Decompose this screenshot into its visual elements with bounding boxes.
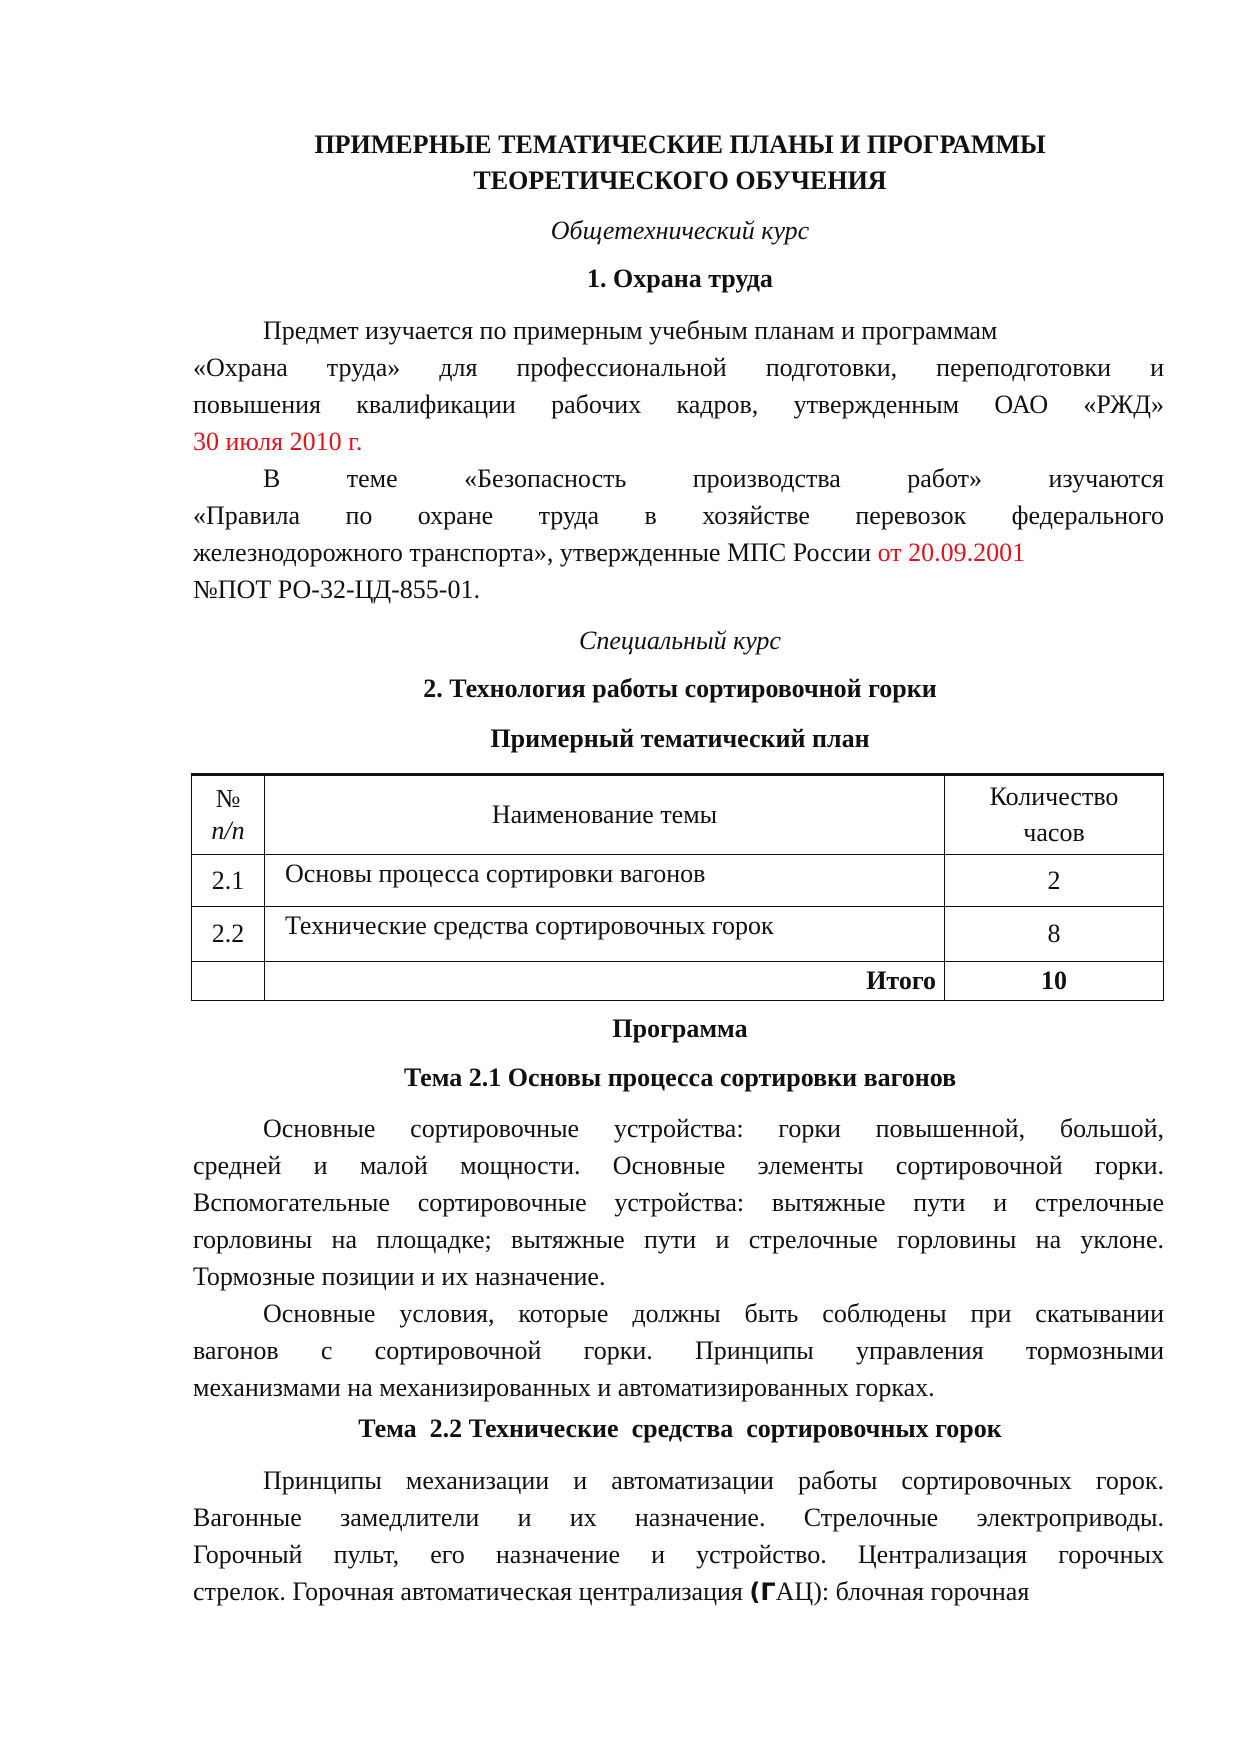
paragraph-line: Основные условия, которые должны быть соблюдены при скатывании — [263, 1299, 1164, 1328]
header-cell-topic-name: Наименование темы — [265, 775, 945, 855]
table-total-row — [192, 962, 1164, 1001]
header-cell-hours — [945, 775, 1164, 855]
row-hours: 2 — [945, 855, 1164, 907]
general-course-heading: Общетехнический курс — [550, 216, 810, 245]
paragraph-line: Вагонные замедлители и их назначение. Стрелочные электроприводы. — [193, 1503, 1164, 1532]
topic-2-2-title: Тема 2.2 Технические средства сортировочных горок — [358, 1414, 1002, 1443]
table-header-row — [192, 775, 1164, 855]
total-value: 10 — [945, 962, 1164, 1001]
paragraph-line: вагонов с сортировочной горки. Принципы управления тормозными — [193, 1336, 1164, 1365]
document-title-line2: ТЕОРЕТИЧЕСКОГО ОБУЧЕНИЯ — [473, 166, 887, 195]
paragraph-line: средней и малой мощности. Основные элементы сортировочной горки. — [193, 1151, 1164, 1180]
header-hours-line2: часов — [1023, 818, 1085, 847]
paragraph-line: Принципы механизации и автоматизации работы сортировочных горок. — [263, 1466, 1164, 1495]
paragraph-labor-safety-subject — [193, 312, 1164, 460]
paragraph-line: Вспомогательные сортировочные устройства: вытяжные пути и стрелочные — [193, 1188, 1164, 1217]
row-hours: 8 — [945, 907, 1164, 962]
paragraph-line: горловины на площадке; вытяжные пути и стрелочные горловины на уклоне. — [193, 1225, 1164, 1254]
header-number-symbol: № — [215, 784, 241, 813]
header-cell-number — [192, 775, 265, 855]
paragraph-line: Горочный пульт, его назначение и устройство. Централизация горочных — [193, 1540, 1164, 1569]
topic-2-1-title: Тема 2.1 Основы процесса сортировки вагонов — [403, 1063, 957, 1092]
paragraph-text: стрелок. Горочная автоматическая централизация — [193, 1577, 750, 1606]
total-label: Итого — [265, 962, 945, 1001]
highlighted-date: 30 июля 2010 г. — [193, 427, 363, 456]
header-number-pp: п/п — [211, 816, 245, 845]
section-title-labor-safety: 1. Охрана труда — [587, 264, 773, 293]
row-topic-name: Основы процесса сортировки вагонов — [265, 855, 945, 907]
paragraph-line: повышения квалификации рабочих кадров, утвержденным ОАО «РЖД» — [193, 390, 1164, 419]
row-number: 2.1 — [192, 855, 265, 907]
paragraph-line: «Правила по охране труда в хозяйстве перевозок федерального — [193, 501, 1164, 530]
topic-2-1-paragraph-2 — [193, 1295, 1164, 1406]
paragraph-safety-rules — [193, 460, 1164, 608]
paragraph-line: В теме «Безопасность производства работ» изучаются — [263, 464, 1164, 493]
paragraph-line: Тормозные позиции и их назначение. — [193, 1262, 606, 1291]
program-title: Программа — [612, 1014, 748, 1043]
highlighted-date: от 20.09.2001 — [877, 538, 1026, 567]
table-row — [192, 907, 1164, 962]
row-topic-name: Технические средства сортировочных горок — [265, 907, 945, 962]
topic-2-2-paragraph-1 — [193, 1462, 1164, 1610]
table-row — [192, 855, 1164, 907]
row-number: 2.2 — [192, 907, 265, 962]
paragraph-line: механизмами на механизированных и автоматизированных горках. — [193, 1373, 935, 1402]
paragraph-line: «Охрана труда» для профессиональной подготовки, переподготовки и — [193, 353, 1164, 382]
paragraph-line — [193, 534, 1164, 571]
document-title-line1: ПРИМЕРНЫЕ ТЕМАТИЧЕСКИЕ ПЛАНЫ И ПРОГРАММЫ — [314, 130, 1046, 159]
paragraph-line: Предмет изучается по примерным учебным планам и программам — [263, 316, 998, 345]
gac-abbreviation-start: (Г — [749, 1578, 776, 1606]
special-course-heading: Специальный курс — [579, 626, 781, 655]
total-empty-cell — [192, 962, 265, 1001]
paragraph-text: АЦ): блочная горочная — [775, 1577, 1030, 1606]
section-title-hump-technology: 2. Технология работы сортировочной горки — [423, 674, 937, 703]
paragraph-line: Основные сортировочные устройства: горки повышенной, большой, — [263, 1114, 1164, 1143]
thematic-plan-table — [191, 773, 1164, 1001]
paragraph-line — [193, 1573, 1164, 1610]
paragraph-line: №ПОТ РО-32-ЦД-855-01. — [193, 575, 480, 604]
header-hours-line1: Количество — [989, 782, 1119, 811]
topic-2-1-paragraph-1 — [193, 1110, 1164, 1295]
paragraph-text: железнодорожного транспорта», утвержденные МПС России — [193, 538, 878, 567]
thematic-plan-title: Примерный тематический план — [490, 724, 870, 753]
